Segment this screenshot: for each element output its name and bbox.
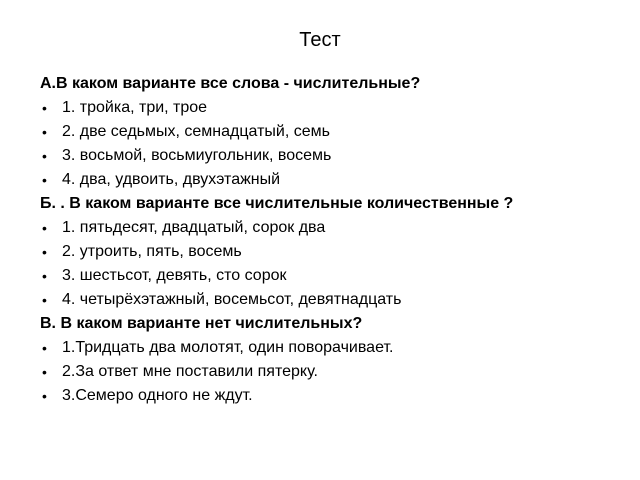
option-text: 2.За ответ мне поставили пятерку.	[62, 363, 318, 380]
bullet-icon: •	[42, 100, 47, 116]
option-text: 1. пятьдесят, двадцатый, сорок два	[62, 219, 326, 236]
bullet-icon: •	[42, 364, 47, 380]
question-section-b	[40, 194, 620, 314]
option-text: 1.Тридцать два молотят, один поворачивает.	[62, 339, 394, 356]
bullet-icon: •	[42, 244, 47, 260]
slide-title: Тест	[299, 29, 341, 51]
question-a: А.В каком варианте все слова - числительные?	[40, 75, 421, 92]
option-a-4	[40, 170, 620, 194]
question-b: Б. . В каком варианте все числительные количественные ?	[40, 195, 514, 212]
option-b-1	[40, 218, 620, 242]
option-c-3	[40, 386, 620, 410]
bullet-icon: •	[42, 172, 47, 188]
option-a-2	[40, 122, 620, 146]
option-b-4	[40, 290, 620, 314]
option-text: 4. два, удвоить, двухэтажный	[62, 171, 281, 188]
question-section-a	[40, 74, 620, 194]
question-c: В. В каком варианте нет числительных?	[40, 315, 363, 332]
bullet-icon: •	[42, 388, 47, 404]
question-section-c	[40, 314, 620, 410]
option-text: 2. две седьмых, семнадцатый, семь	[62, 123, 330, 140]
option-text: 1. тройка, три, трое	[62, 99, 208, 116]
option-a-1	[40, 98, 620, 122]
option-text: 3. шестьсот, девять, сто сорок	[62, 267, 287, 284]
option-b-3	[40, 266, 620, 290]
slide-content	[40, 74, 620, 410]
option-text: 3. восьмой, восьмиугольник, восемь	[62, 147, 332, 164]
option-text: 3.Семеро одного не ждут.	[62, 387, 253, 404]
option-a-3	[40, 146, 620, 170]
bullet-icon: •	[42, 148, 47, 164]
option-c-2	[40, 362, 620, 386]
bullet-icon: •	[42, 340, 47, 356]
option-c-1	[40, 338, 620, 362]
option-text: 4. четырёхэтажный, восемьсот, девятнадцать	[62, 291, 402, 308]
bullet-icon: •	[42, 268, 47, 284]
option-b-2	[40, 242, 620, 266]
bullet-icon: •	[42, 124, 47, 140]
option-text: 2. утроить, пять, восемь	[62, 243, 242, 260]
bullet-icon: •	[42, 292, 47, 308]
bullet-icon: •	[42, 220, 47, 236]
